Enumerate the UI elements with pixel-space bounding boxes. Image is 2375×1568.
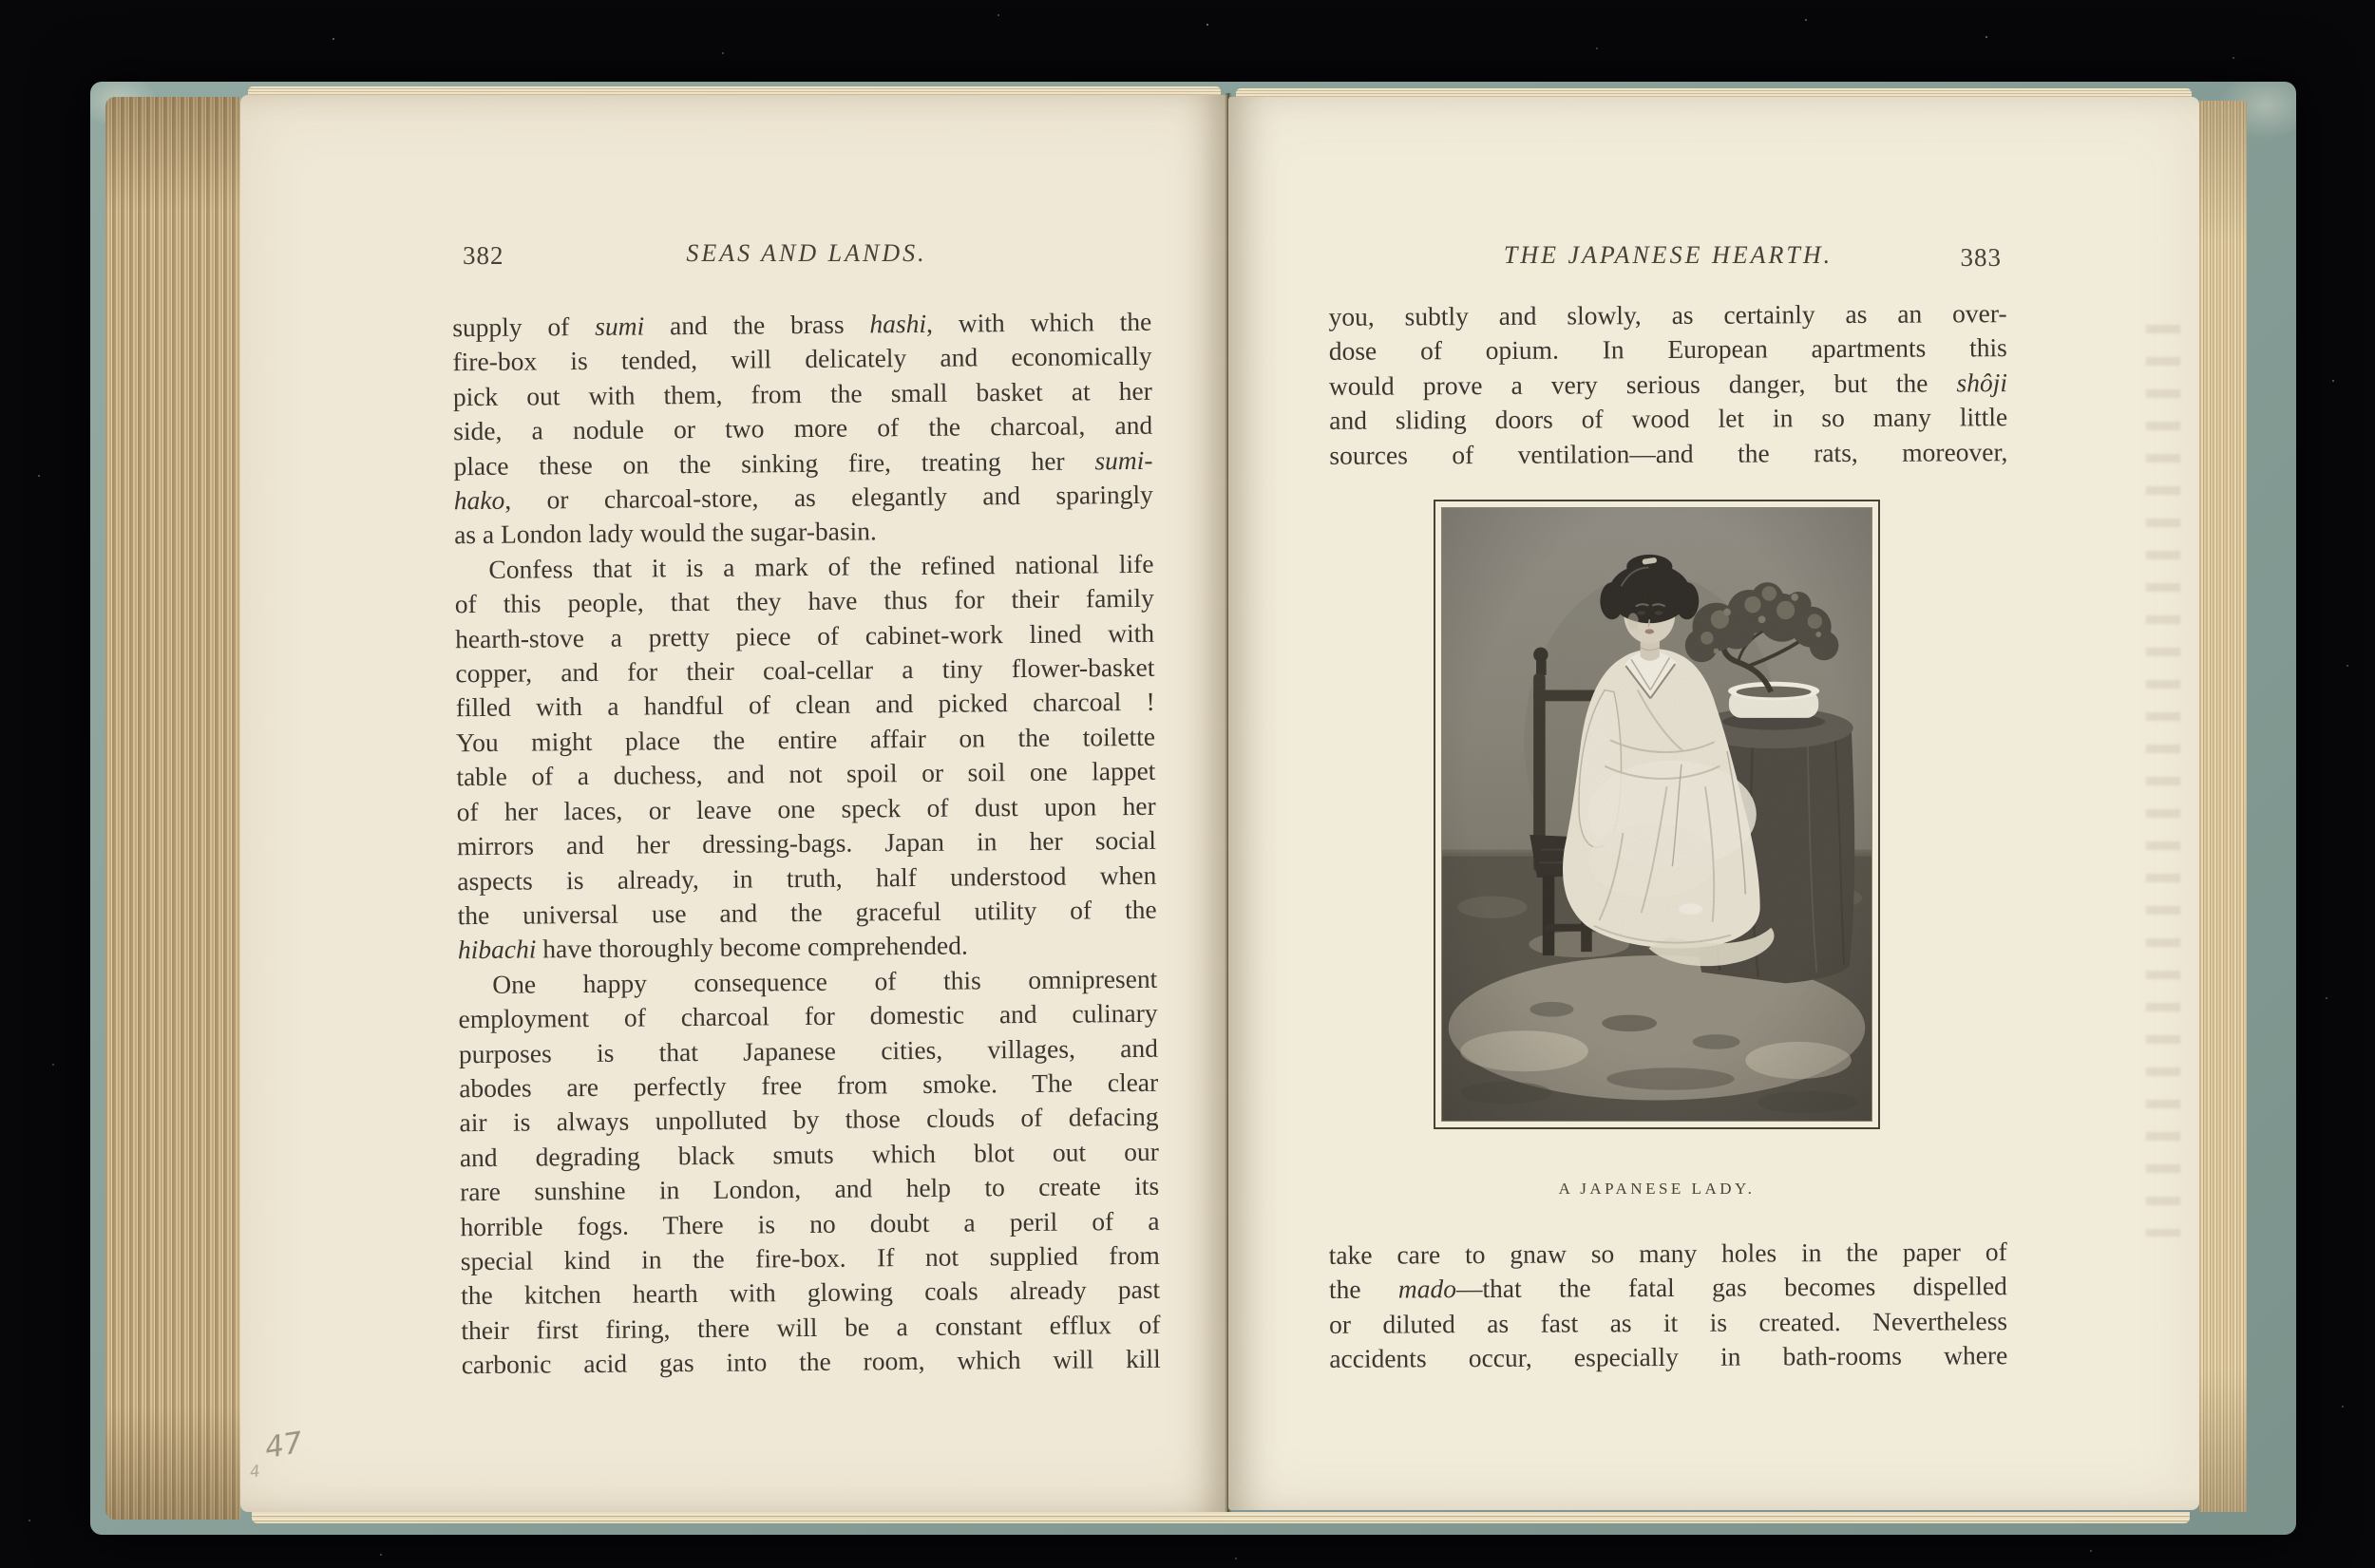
right-page-number: 383 <box>1960 243 2002 272</box>
text-line: of this people, that they have thus for their family <box>454 583 1154 619</box>
text-line: fire-box is tended, will delicately and economically <box>452 341 1152 377</box>
text-line: their first firing, there will be a constant efflux of <box>461 1309 1161 1345</box>
text-line: employment of charcoal for domestic and culinary <box>458 997 1158 1034</box>
text-line: pick out with them, from the small basket at her <box>452 375 1152 412</box>
right-page <box>1228 97 2199 1510</box>
text-line: Confess that it is a mark of the refined national life <box>488 548 1154 584</box>
text-line: One happy consequence of this omnipresent <box>492 963 1158 999</box>
left-running-header: SEAS AND LANDS. <box>686 239 927 267</box>
text-line: carbonic acid gas into the room, which will kill <box>461 1343 1161 1380</box>
text-line: table of a duchess, and not spoil or soil one lappet <box>456 756 1156 792</box>
dust-specks <box>0 0 2 2</box>
paragraph <box>452 305 1153 553</box>
text-line: the universal use and the graceful utility of the <box>457 894 1157 931</box>
text-line: side, a nodule or two more of the charcoal, and <box>453 410 1153 446</box>
text-line: hako, or charcoal-store, as elegantly and sparingly <box>453 479 1153 516</box>
right-page-body-top <box>1329 296 2008 473</box>
paragraph <box>458 962 1161 1383</box>
pencil-annotation-secondary: 4 <box>248 1462 261 1483</box>
text-line: abodes are perfectly free from smoke. The clear <box>459 1067 1159 1104</box>
text-line: hearth-stove a pretty piece of cabinet-work lined with <box>454 617 1155 653</box>
text-line: special kind in the fire-box. If not supplied from <box>460 1239 1160 1276</box>
page-showthrough <box>2146 325 2180 1237</box>
photo-plate-frame <box>1434 500 1880 1129</box>
text-line: of her laces, or leave one speck of dust upon her <box>456 790 1156 826</box>
text-line: the kitchen hearth with glowing coals already past <box>461 1275 1161 1311</box>
text-line: dose of opium. In European apartments this <box>1328 332 2007 367</box>
text-line: supply of sumi and the brass hashi, with which the <box>452 306 1152 343</box>
text-line: rare sunshine in London, and help to create its <box>460 1170 1160 1207</box>
text-line: sources of ventilation—and the rats, moreover, <box>1329 436 2008 470</box>
text-line: and degrading black smuts which blot out our <box>459 1136 1159 1172</box>
text-line: accidents occur, especially in bath-rooms where <box>1329 1340 2008 1374</box>
left-page-header <box>457 239 1156 279</box>
text-line: and sliding doors of wood let in so many little <box>1329 402 2008 436</box>
page-edge-stack-bottom <box>252 1512 2190 1523</box>
text-line: hibachi have thoroughly become comprehended. <box>457 930 968 965</box>
paragraph <box>1329 1235 2008 1376</box>
text-line: mirrors and her dressing-bags. Japan in her social <box>456 824 1157 861</box>
left-page <box>240 95 1228 1512</box>
text-line: or diluted as fast as it is created. Nevertheless <box>1329 1305 2008 1339</box>
text-line: the mado—that the fatal gas becomes dispelled <box>1328 1271 2007 1305</box>
text-line: copper, and for their coal-cellar a tiny flower-basket <box>455 652 1155 689</box>
right-page-header <box>1329 241 2007 281</box>
text-line: horrible fogs. There is no doubt a peril of a <box>460 1205 1160 1241</box>
text-line: place these on the sinking fire, treating her sumi- <box>453 444 1153 481</box>
pencil-annotation: 47 <box>262 1426 306 1465</box>
text-line: You might place the entire affair on the toilette <box>455 721 1156 758</box>
right-running-header: THE JAPANESE HEARTH. <box>1503 241 1834 269</box>
text-line: would prove a very serious danger, but the shôji <box>1328 367 2008 401</box>
page-edge-stack-right <box>2199 101 2247 1512</box>
left-page-body <box>452 305 1161 1383</box>
left-page-number: 382 <box>463 241 504 270</box>
page-edge-stack-left <box>105 97 240 1520</box>
text-line: aspects is already, in truth, half understood when <box>457 860 1157 896</box>
open-book <box>90 82 2296 1535</box>
text-line: filled with a handful of clean and picked charcoal ! <box>455 687 1155 723</box>
japanese-lady-photograph <box>1442 508 1872 1121</box>
photo-caption: A JAPANESE LADY. <box>1558 1180 1756 1198</box>
text-line: as a London lady would the sugar-basin. <box>454 516 877 550</box>
paragraph <box>454 547 1157 968</box>
text-line: you, subtly and slowly, as certainly as an over- <box>1328 298 2007 331</box>
text-line: take care to gnaw so many holes in the paper of <box>1328 1237 2007 1270</box>
text-line: purposes is that Japanese cities, villages, and <box>458 1032 1159 1068</box>
text-line: air is always unpolluted by those clouds of defacing <box>459 1102 1159 1138</box>
paragraph <box>1329 296 2008 473</box>
right-page-body-bottom <box>1329 1235 2008 1376</box>
